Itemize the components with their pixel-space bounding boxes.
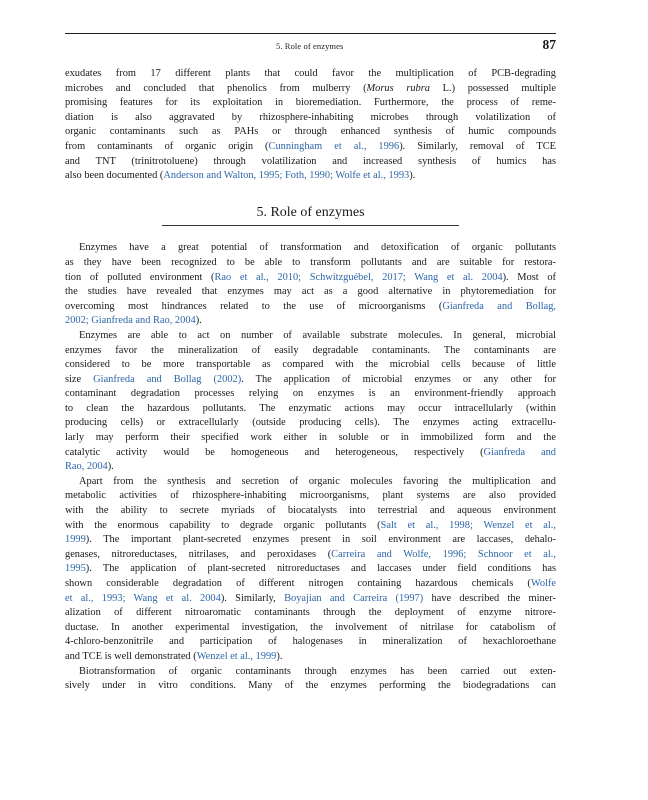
text-line	[65, 285, 556, 300]
paragraph	[65, 665, 556, 694]
text-line	[65, 416, 556, 431]
text-line	[65, 489, 556, 504]
text-run: L.) possessed multiple	[430, 82, 556, 94]
text-run: Enzymes have a great potential of transformation and detoxification of organic pollutants	[79, 242, 556, 254]
text-line	[65, 650, 556, 665]
text-run: ductase. In another experimental investigation, the involvement of nitrilase for catabolism of	[65, 621, 556, 633]
text-run: 4-chloro-benzonitrile and participation of halogenases in mineralization of hexachloroethane	[65, 636, 556, 648]
text-run: ). Most of	[502, 271, 556, 283]
section-title	[256, 206, 364, 226]
text-run: ).	[409, 170, 416, 182]
text-run: considered to be more transportable as compared with the microbial cells because of little	[65, 359, 556, 371]
text-run: with the ability to secrete myriads of biocatalysts into terrestrial and aqueous environment	[65, 505, 556, 517]
text-line	[65, 592, 556, 607]
citation-link[interactable]: Wolfe	[530, 578, 556, 589]
text-run: ). The important plant-secreted enzymes present in soil environment are laccases, dehalo-	[85, 534, 556, 546]
citation-link[interactable]: 1999	[65, 534, 86, 546]
text-line	[65, 665, 556, 680]
text-run: Enzymes are able to act on number of available substrate molecules. In general, microbial	[79, 329, 556, 341]
text-line	[65, 533, 556, 548]
citation-link[interactable]: et al., 1993; Wang et al. 2004	[65, 592, 221, 604]
citation-link[interactable]: 1995	[65, 563, 86, 575]
text-run: also been documented (	[65, 170, 164, 182]
citation-link[interactable]: Carreira and Wolfe, 1996; Schnoor et al.,	[331, 548, 556, 560]
text-line	[65, 402, 556, 417]
text-run: genases, nitroreductases, nitrilases, and peroxidases (	[65, 548, 332, 560]
citation-link[interactable]: Gianfreda and Bollag,	[442, 300, 556, 312]
text-run: shown considerable degradation of different nitrogen containing hazardous chemicals (	[65, 578, 531, 589]
text-run: alization of different nitroaromatic contaminants through the deployment of enzyme nitrore-	[65, 607, 556, 619]
text-run: tion of polluted environment (	[65, 271, 215, 283]
text-line	[65, 82, 556, 97]
text-line	[65, 155, 556, 170]
text-run: ). Similarly, removal of TCE	[399, 140, 557, 152]
citation-link[interactable]: Boyajian and Carreira (1997)	[284, 592, 424, 604]
text-run: to clean the hazardous pollutants. The enzymatic actions may occur intracellularly (within	[65, 402, 556, 414]
text-run: enzymes favor the mineralization of easily degradable contaminants. The contaminants are	[65, 344, 556, 356]
citation-link[interactable]: Gianfreda and	[483, 446, 556, 458]
text-line	[65, 562, 556, 577]
text-run: diation is also aggravated by rhizosphere-inhabiting microbes through volatilization of	[65, 111, 556, 123]
text-line	[65, 329, 556, 344]
text-line	[65, 679, 556, 694]
paragraph	[65, 329, 556, 475]
text-run: microbes and concluded that phenolics from mulberry (	[65, 82, 367, 94]
text-line	[65, 358, 556, 373]
text-run: ). The application of plant-secreted nitroreductases and laccases under field conditions has	[85, 563, 556, 575]
running-head: 5. Role of enzymes	[276, 41, 344, 51]
text-run: metabolic activities of rhizosphere-inhabiting microorganisms, plant systems are also provided	[65, 490, 556, 502]
text-run: and TCE is well demonstrated (	[65, 650, 197, 662]
citation-link[interactable]: Rao et al., 2010; Schwitzguébel, 2017; Wang et al. 2004	[214, 271, 503, 283]
text-line	[65, 300, 556, 315]
text-run: contaminant degradation processes relying on enzymes is an environment-friendly approach	[65, 388, 556, 400]
citation-link[interactable]: Wenzel et al., 1999	[196, 650, 277, 662]
text-line	[65, 519, 556, 534]
text-line	[65, 314, 556, 329]
section-number: 5.	[256, 204, 267, 220]
text-line	[65, 373, 556, 388]
text-line	[65, 635, 556, 650]
text-line	[65, 548, 556, 563]
text-line	[65, 169, 556, 184]
section-heading	[65, 206, 556, 227]
paragraph	[65, 67, 556, 184]
text-line	[65, 446, 556, 461]
text-run: catalytic activity would be homogeneous and heterogeneous, respectively (	[65, 446, 484, 458]
text-run: as they have been recognized to be able to transform pollutants and are suitable for restora-	[65, 256, 556, 268]
text-run: organic contaminants such as PAHs or through enhanced synthesis of humic compounds	[65, 126, 556, 138]
text-run: ). Similarly,	[220, 592, 285, 604]
text-line	[65, 256, 556, 271]
text-line	[65, 504, 556, 519]
page-number: 87	[542, 37, 556, 52]
text-run: ).	[276, 650, 283, 662]
text-line	[65, 67, 556, 82]
text-line	[65, 140, 556, 155]
citation-link[interactable]: Salt et al., 1998; Wenzel et al.,	[380, 519, 556, 531]
text-run: sively under in vitro conditions. Many of the enzymes performing the biodegradations can	[65, 680, 556, 692]
section-title-text: Role of enzymes	[270, 204, 365, 220]
citation-link[interactable]: 2002; Gianfreda and Rao, 2004	[65, 315, 196, 327]
text-run: exudates from 17 different plants that could favor the multiplication of PCB-degrading	[65, 68, 556, 79]
text-run: Apart from the synthesis and secretion of organic molecules favoring the multiplication and	[79, 475, 556, 487]
text-line	[65, 111, 556, 126]
text-run: Biotransformation of organic contaminants through enzymes has been carried out exten-	[79, 665, 556, 677]
section-underline	[162, 225, 459, 226]
text-run: and TNT (trinitrotoluene) through volatilization and increased synthesis of humics has	[65, 155, 556, 167]
text-line	[65, 344, 556, 359]
text-run: . The application of microbial enzymes or any other for	[241, 373, 556, 385]
text-line	[65, 475, 556, 490]
text-run: from contaminants of organic origin (	[65, 140, 269, 152]
citation-link[interactable]: Anderson and Walton, 1995; Foth, 1990; Wolfe et al., 1993	[163, 170, 410, 182]
text-run: producing cells) or extracellularly (outside producing cells). The enzymes acting extracellu-	[65, 417, 556, 429]
italic-text: Morus rubra	[366, 82, 430, 94]
text-line	[65, 96, 556, 111]
text-line	[65, 606, 556, 621]
paragraph	[65, 241, 556, 329]
citation-link[interactable]: Cunningham et al., 1996	[268, 140, 400, 152]
citation-link[interactable]: Rao, 2004	[65, 461, 108, 473]
text-line	[65, 241, 556, 256]
text-run: larly may perform their specified work either in soluble or in immobilized form and the	[65, 432, 556, 444]
text-run: with the enormous capability to degrade organic pollutants (	[65, 519, 381, 531]
text-line	[65, 577, 556, 592]
text-run: promising features for its exploitation in bioremediation. Furthermore, the process of reme-	[65, 97, 556, 109]
text-line	[65, 621, 556, 636]
text-run: ).	[107, 461, 114, 473]
text-run: the studies have revealed that enzymes may act as a good alternative in phytoremediation for	[65, 286, 556, 298]
paragraph	[65, 475, 556, 665]
text-run: have described the miner-	[423, 592, 556, 604]
citation-link[interactable]: Gianfreda and Bollag (2002)	[93, 373, 242, 385]
text-line	[65, 387, 556, 402]
text-run: overcoming most hindrances related to the use of microorganisms (	[65, 300, 443, 312]
text-run: size	[65, 373, 94, 385]
header-rule	[65, 33, 556, 34]
text-run: ).	[195, 315, 202, 327]
text-line	[65, 271, 556, 286]
text-line	[65, 460, 556, 475]
text-line	[65, 125, 556, 140]
page-body	[65, 67, 556, 694]
text-line	[65, 431, 556, 446]
